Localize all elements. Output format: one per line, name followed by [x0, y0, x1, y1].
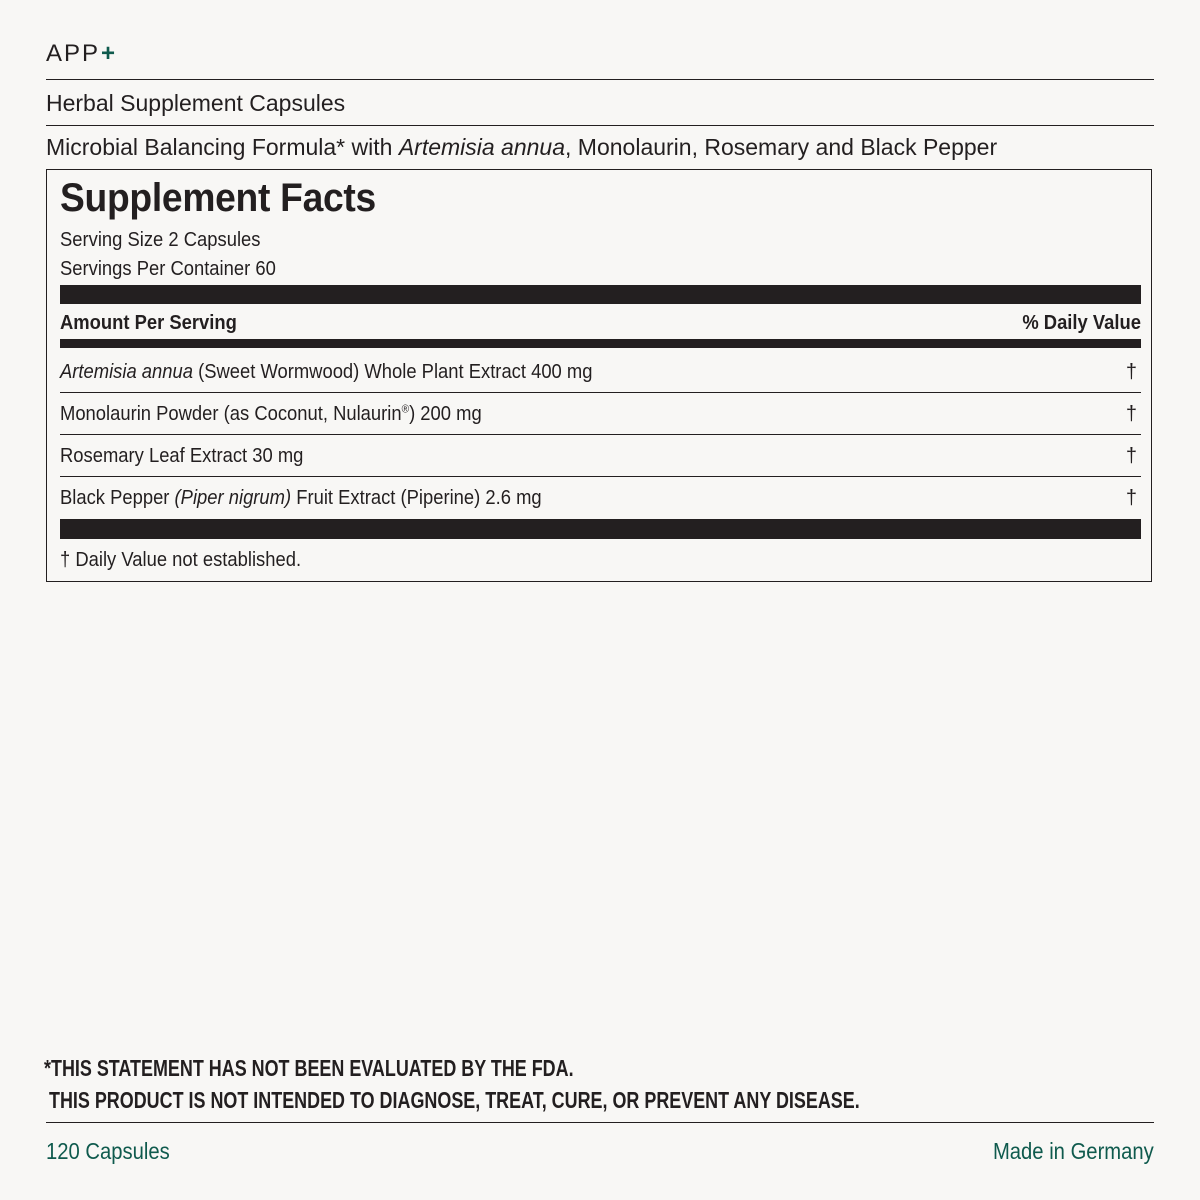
divider: [46, 125, 1154, 126]
servings-per-container: Servings Per Container 60: [60, 258, 276, 280]
table-row: [60, 435, 1141, 477]
capsule-count: 120 Capsules: [46, 1138, 170, 1164]
daily-value: †: [1125, 445, 1137, 467]
product-description: Microbial Balancing Formula* with Artemisia annua, Monolaurin, Rosemary and Black Pepper: [46, 134, 998, 160]
daily-value: †: [1125, 487, 1137, 509]
footnote: † Daily Value not established.: [60, 549, 302, 571]
brand-name: APP: [46, 40, 101, 67]
disclaimer-line: *THIS STATEMENT HAS NOT BEEN EVALUATED BY THE FDA.: [44, 1055, 574, 1081]
thick-divider: [60, 519, 1141, 539]
table-row: [60, 351, 1141, 393]
daily-value: †: [1125, 361, 1137, 383]
daily-value: †: [1125, 403, 1137, 425]
facts-title: Supplement Facts: [60, 176, 376, 220]
supplement-facts-panel: [46, 169, 1152, 582]
daily-value-header: % Daily Value: [1022, 312, 1141, 334]
fda-disclaimer: [44, 1052, 860, 1116]
ingredient-name: Black Pepper (Piper nigrum) Fruit Extract (Piperine) 2.6 mg: [60, 487, 542, 509]
ingredient-name: Rosemary Leaf Extract 30 mg: [60, 445, 304, 467]
brand-plus-icon: +: [101, 40, 118, 67]
divider: [46, 79, 1154, 80]
medium-divider: [60, 339, 1141, 348]
amount-header: Amount Per Serving: [60, 312, 237, 334]
disclaimer-line: THIS PRODUCT IS NOT INTENDED TO DIAGNOSE, TREAT, CURE, OR PREVENT ANY DISEASE.: [44, 1087, 860, 1113]
product-type: Herbal Supplement Capsules: [46, 90, 346, 116]
divider: [46, 1122, 1154, 1123]
table-row: [60, 393, 1141, 435]
thick-divider: [60, 285, 1141, 304]
ingredient-name: Artemisia annua (Sweet Wormwood) Whole Plant Extract 400 mg: [60, 361, 593, 383]
brand-logo: [46, 40, 117, 68]
table-row: [60, 477, 1141, 517]
country-of-origin: Made in Germany: [993, 1138, 1154, 1164]
serving-size: Serving Size 2 Capsules: [60, 229, 261, 251]
ingredient-name: Monolaurin Powder (as Coconut, Nulaurin®) 200 mg: [60, 403, 482, 425]
